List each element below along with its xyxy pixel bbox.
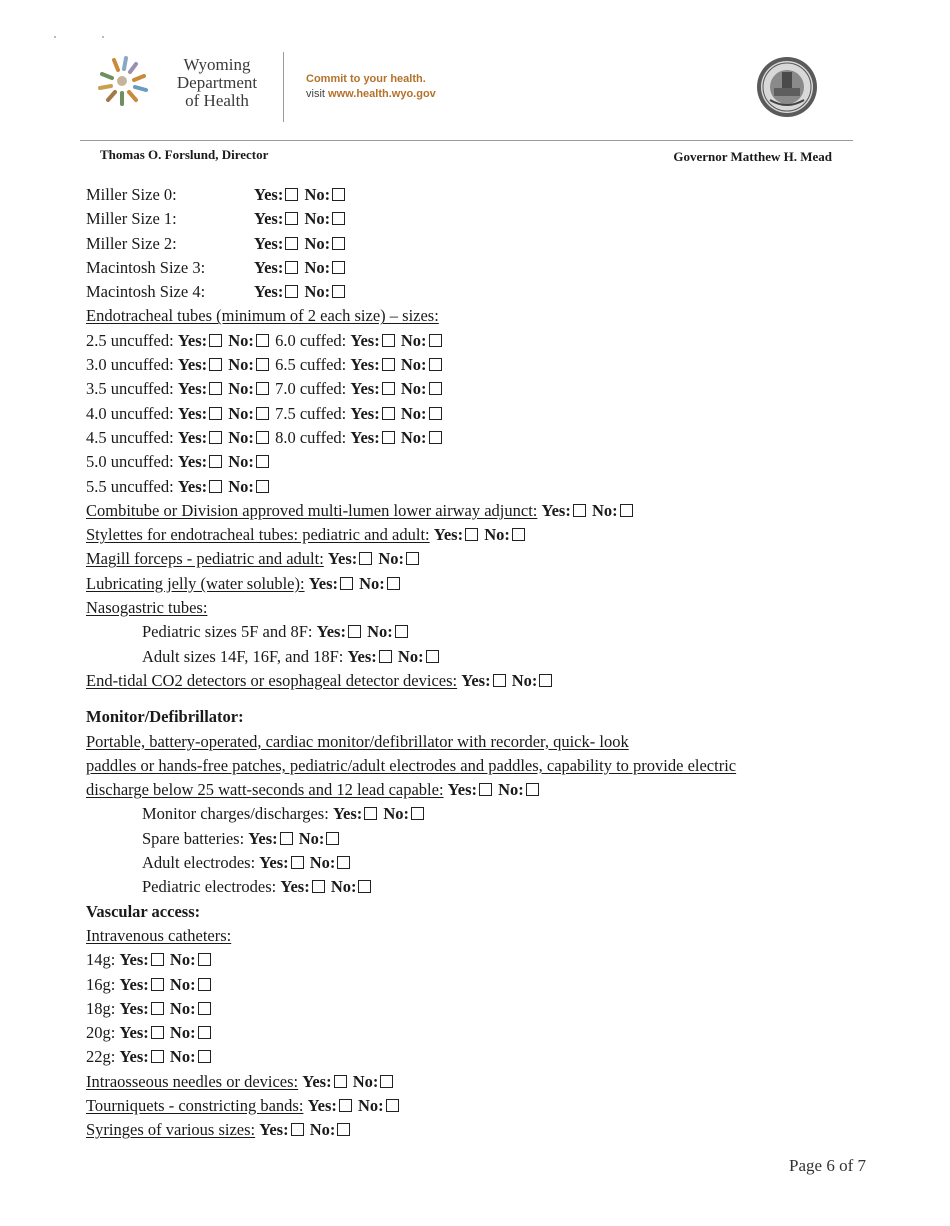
uncuffed-label: 4.5 uncuffed: <box>86 427 174 447</box>
yes-checkbox[interactable] <box>382 431 395 444</box>
yes-label: Yes: <box>280 877 310 897</box>
no-checkbox[interactable] <box>332 188 345 201</box>
director-name: Thomas O. Forslund, Director <box>100 147 269 162</box>
checklist-row <box>86 523 866 547</box>
no-label: No: <box>228 427 254 447</box>
yes-label: Yes: <box>177 379 208 399</box>
item-label: Miller Size 2: <box>86 233 177 253</box>
yes-checkbox[interactable] <box>209 382 222 395</box>
no-checkbox[interactable] <box>429 334 442 347</box>
yes-checkbox[interactable] <box>209 480 222 493</box>
no-checkbox[interactable] <box>332 212 345 225</box>
yes-checkbox[interactable] <box>465 528 478 541</box>
yes-checkbox[interactable] <box>209 431 222 444</box>
no-checkbox[interactable] <box>332 285 345 298</box>
yes-checkbox[interactable] <box>209 334 222 347</box>
yes-checkbox[interactable] <box>334 1075 347 1088</box>
no-checkbox[interactable] <box>198 978 211 991</box>
checklist-row <box>86 547 866 571</box>
checklist-row <box>86 183 866 207</box>
visit-label: visit <box>306 88 325 100</box>
yes-label: Yes: <box>332 804 363 824</box>
iv-catheters-heading: Intravenous catheters: <box>86 925 232 945</box>
yes-checkbox[interactable] <box>379 650 392 663</box>
item-label: Stylettes for endotracheal tubes: pediatric and adult: <box>86 525 430 545</box>
no-checkbox[interactable] <box>620 504 633 517</box>
yes-label: Yes: <box>254 257 284 277</box>
no-checkbox[interactable] <box>332 237 345 250</box>
no-label: No: <box>228 476 254 496</box>
item-label: Macintosh Size 4: <box>86 282 206 302</box>
checklist-row <box>86 1021 866 1045</box>
no-label: No: <box>378 549 405 569</box>
item-label: 14g: <box>86 950 116 970</box>
org-name <box>162 56 272 110</box>
no-label: No: <box>228 379 254 399</box>
item-label: Tourniquets - constricting bands: <box>86 1095 304 1115</box>
item-label: Adult sizes 14F, 16F, and 18F: <box>142 646 344 666</box>
yes-label: Yes: <box>259 1120 289 1140</box>
no-checkbox[interactable] <box>198 953 211 966</box>
no-checkbox[interactable] <box>198 1026 211 1039</box>
no-checkbox[interactable] <box>386 1099 399 1112</box>
monitor-desc-line: paddles or hands-free patches, pediatric/adult electrodes and paddles, capability to provide electric <box>86 755 737 775</box>
no-checkbox[interactable] <box>326 832 339 845</box>
no-checkbox[interactable] <box>256 407 269 420</box>
no-checkbox[interactable] <box>426 650 439 663</box>
no-label: No: <box>228 355 254 375</box>
no-label: No: <box>304 233 331 253</box>
item-label: Miller Size 1: <box>86 209 177 229</box>
item-label: Intraosseous needles or devices: <box>86 1071 299 1091</box>
uncuffed-label: 5.5 uncuffed: <box>86 476 174 496</box>
checklist-row <box>86 669 866 693</box>
et-tube-row <box>86 377 866 401</box>
checklist-row <box>86 778 866 802</box>
monitor-desc-line: Portable, battery-operated, cardiac monitor/defibrillator with recorder, quick- look <box>86 731 629 751</box>
yes-checkbox[interactable] <box>285 212 298 225</box>
yes-checkbox[interactable] <box>291 856 304 869</box>
no-label: No: <box>484 525 510 545</box>
checklist-row <box>86 280 866 304</box>
item-label: discharge below 25 watt-seconds and 12 lead capable: <box>86 780 444 800</box>
no-checkbox[interactable] <box>256 358 269 371</box>
yes-label: Yes: <box>119 998 149 1018</box>
yes-checkbox[interactable] <box>339 1099 352 1112</box>
header-divider <box>283 52 284 122</box>
yes-label: Yes: <box>119 974 149 994</box>
yes-label: Yes: <box>177 452 208 472</box>
et-tube-row <box>86 450 866 474</box>
item-label: Lubricating jelly (water soluble): <box>86 573 305 593</box>
nasogastric-heading: Nasogastric tubes: <box>86 598 208 618</box>
section-title: Vascular access: <box>86 901 201 921</box>
no-label: No: <box>309 853 336 873</box>
yes-label: Yes: <box>177 330 208 350</box>
et-tube-row <box>86 426 866 450</box>
no-label: No: <box>304 209 331 229</box>
checklist-row <box>86 645 866 669</box>
no-label: No: <box>169 1047 196 1067</box>
no-checkbox[interactable] <box>198 1002 211 1015</box>
tagline-block <box>306 72 436 102</box>
no-checkbox[interactable] <box>526 783 539 796</box>
yes-checkbox[interactable] <box>340 577 353 590</box>
wdh-logo-icon <box>92 50 154 112</box>
no-label: No: <box>228 330 254 350</box>
no-checkbox[interactable] <box>429 382 442 395</box>
yes-checkbox[interactable] <box>280 832 293 845</box>
yes-label: Yes: <box>119 1047 149 1067</box>
cuffed-label: 7.5 cuffed: <box>275 403 347 423</box>
yes-label: Yes: <box>177 355 208 375</box>
checklist-row <box>86 256 866 280</box>
no-label: No: <box>169 974 196 994</box>
yes-checkbox[interactable] <box>209 407 222 420</box>
yes-label: Yes: <box>254 282 284 302</box>
uncuffed-label: 3.5 uncuffed: <box>86 379 174 399</box>
section-title: Monitor/Defibrillator: <box>86 707 244 727</box>
no-label: No: <box>228 452 254 472</box>
yes-checkbox[interactable] <box>359 552 372 565</box>
no-label: No: <box>169 1023 196 1043</box>
item-label: Miller Size 0: <box>86 185 177 204</box>
org-line: Wyoming <box>183 55 251 74</box>
yes-checkbox[interactable] <box>209 358 222 371</box>
no-label: No: <box>304 282 331 302</box>
no-checkbox[interactable] <box>358 880 371 893</box>
no-label: No: <box>400 330 427 350</box>
yes-label: Yes: <box>259 853 289 873</box>
checklist-row <box>86 232 866 256</box>
yes-label: Yes: <box>350 355 380 375</box>
yes-checkbox[interactable] <box>209 455 222 468</box>
scan-speck <box>102 36 104 38</box>
no-label: No: <box>169 998 196 1018</box>
checklist-row <box>86 973 866 997</box>
item-label: End-tidal CO2 detectors or esophageal detector devices: <box>86 670 458 690</box>
cuffed-label: 7.0 cuffed: <box>275 379 347 399</box>
checklist-row <box>86 997 866 1021</box>
no-checkbox[interactable] <box>406 552 419 565</box>
yes-label: Yes: <box>177 403 208 423</box>
no-checkbox[interactable] <box>380 1075 393 1088</box>
checklist-row <box>86 1070 866 1094</box>
checklist-row <box>86 875 866 899</box>
cuffed-label: 8.0 cuffed: <box>275 427 347 447</box>
checklist-row <box>86 948 866 972</box>
item-label: Magill forceps - pediatric and adult: <box>86 549 324 569</box>
no-label: No: <box>383 804 410 824</box>
et-tube-row <box>86 329 866 353</box>
et-tubes-heading: Endotracheal tubes (minimum of 2 each size) – sizes: <box>86 306 439 326</box>
et-tube-row <box>86 353 866 377</box>
yes-checkbox[interactable] <box>151 1050 164 1063</box>
item-label: Syringes of various sizes: <box>86 1120 256 1140</box>
no-label: No: <box>511 670 538 690</box>
checklist-row <box>86 620 866 644</box>
yes-checkbox[interactable] <box>348 625 361 638</box>
yes-checkbox[interactable] <box>493 674 506 687</box>
yes-label: Yes: <box>119 950 149 970</box>
no-checkbox[interactable] <box>256 382 269 395</box>
yes-checkbox[interactable] <box>364 807 377 820</box>
checklist-row <box>86 827 866 851</box>
no-checkbox[interactable] <box>429 431 442 444</box>
et-tube-row <box>86 475 866 499</box>
checklist-row <box>86 1118 866 1142</box>
no-checkbox[interactable] <box>256 334 269 347</box>
yes-label: Yes: <box>254 233 284 253</box>
yes-checkbox[interactable] <box>285 261 298 274</box>
yes-checkbox[interactable] <box>285 237 298 250</box>
yes-label: Yes: <box>307 1095 337 1115</box>
page-number: Page 6 of 7 <box>789 1156 866 1175</box>
yes-checkbox[interactable] <box>151 978 164 991</box>
no-label: No: <box>330 877 357 897</box>
no-checkbox[interactable] <box>429 407 442 420</box>
checklist-row <box>86 572 866 596</box>
yes-label: Yes: <box>248 828 278 848</box>
no-label: No: <box>359 573 385 593</box>
no-label: No: <box>498 780 524 800</box>
scan-speck <box>54 36 56 38</box>
no-label: No: <box>358 1095 384 1115</box>
yes-checkbox[interactable] <box>312 880 325 893</box>
yes-checkbox[interactable] <box>382 407 395 420</box>
checklist-row <box>86 207 866 231</box>
yes-checkbox[interactable] <box>151 1002 164 1015</box>
no-label: No: <box>352 1071 379 1091</box>
item-label: Adult electrodes: <box>142 853 256 873</box>
yes-label: Yes: <box>461 670 491 690</box>
cuffed-label: 6.0 cuffed: <box>275 330 347 350</box>
yes-label: Yes: <box>350 403 380 423</box>
yes-checkbox[interactable] <box>479 783 492 796</box>
no-checkbox[interactable] <box>332 261 345 274</box>
visit-line <box>306 87 436 102</box>
no-label: No: <box>400 427 427 447</box>
yes-label: Yes: <box>541 500 571 520</box>
no-checkbox[interactable] <box>387 577 400 590</box>
no-checkbox[interactable] <box>395 625 408 638</box>
yes-checkbox[interactable] <box>285 188 298 201</box>
no-label: No: <box>169 950 196 970</box>
yes-checkbox[interactable] <box>285 285 298 298</box>
et-tube-row <box>86 402 866 426</box>
yes-label: Yes: <box>316 622 346 642</box>
no-label: No: <box>400 355 427 375</box>
no-checkbox[interactable] <box>256 480 269 493</box>
no-checkbox[interactable] <box>256 455 269 468</box>
yes-label: Yes: <box>254 209 284 229</box>
yes-label: Yes: <box>347 646 377 666</box>
no-checkbox[interactable] <box>337 1123 350 1136</box>
no-checkbox[interactable] <box>256 431 269 444</box>
no-checkbox[interactable] <box>198 1050 211 1063</box>
uncuffed-label: 5.0 uncuffed: <box>86 452 174 472</box>
yes-checkbox[interactable] <box>382 334 395 347</box>
cuffed-label: 6.5 cuffed: <box>275 355 347 375</box>
no-label: No: <box>298 828 325 848</box>
checklist-row <box>86 802 866 826</box>
website-url: www.health.wyo.gov <box>328 88 436 100</box>
no-label: No: <box>400 403 427 423</box>
no-label: No: <box>591 500 618 520</box>
item-label: Pediatric electrodes: <box>142 877 277 897</box>
item-label: Monitor charges/discharges: <box>142 804 329 824</box>
vascular-heading <box>86 900 866 924</box>
yes-label: Yes: <box>308 573 339 593</box>
checklist-row <box>86 1045 866 1069</box>
checklist-row <box>86 499 866 523</box>
yes-checkbox[interactable] <box>151 953 164 966</box>
item-label: Pediatric sizes 5F and 8F: <box>142 622 313 642</box>
checklist-row <box>86 851 866 875</box>
item-label: Spare batteries: <box>142 828 245 848</box>
yes-checkbox[interactable] <box>291 1123 304 1136</box>
yes-label: Yes: <box>302 1071 332 1091</box>
item-label: 16g: <box>86 974 116 994</box>
no-label: No: <box>228 403 254 423</box>
yes-label: Yes: <box>119 1023 149 1043</box>
header-rule <box>80 140 853 141</box>
yes-label: Yes: <box>350 379 380 399</box>
no-checkbox[interactable] <box>539 674 552 687</box>
no-checkbox[interactable] <box>429 358 442 371</box>
no-checkbox[interactable] <box>411 807 424 820</box>
yes-label: Yes: <box>350 330 380 350</box>
state-seal-icon <box>756 56 818 118</box>
yes-label: Yes: <box>254 185 284 204</box>
item-label: 20g: <box>86 1023 116 1043</box>
uncuffed-label: 4.0 uncuffed: <box>86 403 174 423</box>
no-checkbox[interactable] <box>337 856 350 869</box>
checklist-body <box>86 183 866 1143</box>
org-line: of Health <box>185 91 249 110</box>
no-checkbox[interactable] <box>512 528 525 541</box>
spacer <box>86 693 866 705</box>
item-label: 22g: <box>86 1047 116 1067</box>
no-label: No: <box>309 1120 336 1140</box>
uncuffed-label: 2.5 uncuffed: <box>86 330 174 350</box>
org-line: Department <box>176 73 258 92</box>
yes-checkbox[interactable] <box>382 382 395 395</box>
yes-label: Yes: <box>433 525 464 545</box>
no-label: No: <box>367 622 393 642</box>
no-label: No: <box>397 646 424 666</box>
yes-label: Yes: <box>447 780 477 800</box>
governor-name: Governor Matthew H. Mead <box>673 149 832 164</box>
item-label: 18g: <box>86 998 116 1018</box>
yes-label: Yes: <box>177 476 208 496</box>
tagline: Commit to your health. <box>306 73 426 85</box>
checklist-row <box>86 1094 866 1118</box>
item-label: Macintosh Size 3: <box>86 257 206 277</box>
item-label: Combitube or Division approved multi-lumen lower airway adjunct: <box>86 500 538 520</box>
uncuffed-label: 3.0 uncuffed: <box>86 355 174 375</box>
yes-checkbox[interactable] <box>382 358 395 371</box>
no-label: No: <box>400 379 427 399</box>
yes-checkbox[interactable] <box>151 1026 164 1039</box>
no-label: No: <box>304 257 331 277</box>
monitor-heading <box>86 705 866 729</box>
yes-label: Yes: <box>350 427 380 447</box>
yes-label: Yes: <box>327 549 358 569</box>
no-label: No: <box>304 185 331 204</box>
yes-checkbox[interactable] <box>573 504 586 517</box>
yes-label: Yes: <box>177 427 208 447</box>
